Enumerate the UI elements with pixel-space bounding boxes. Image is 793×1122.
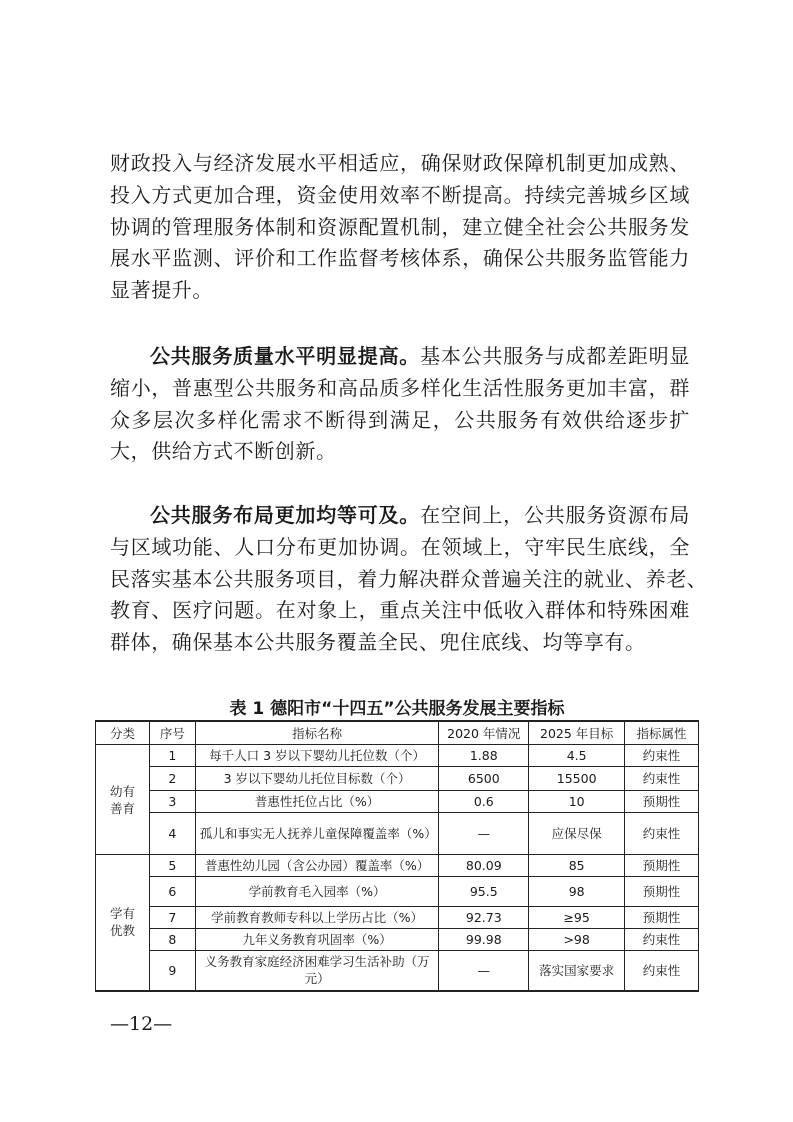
category-cell <box>96 855 150 991</box>
header-attribute: 指标属性 <box>625 721 699 745</box>
value-2020: 92.73 <box>439 907 529 929</box>
value-2020: — <box>439 951 529 991</box>
indicator-attribute: 约束性 <box>625 929 699 951</box>
indicator-name: 普惠性托位占比（%） <box>195 791 439 813</box>
category-line: 幼有 <box>109 783 135 799</box>
category-line: 善育 <box>109 800 135 816</box>
header-indicator-name: 指标名称 <box>195 721 439 745</box>
value-2020: 80.09 <box>439 855 529 877</box>
value-2020: — <box>439 813 529 855</box>
indicator-attribute: 预期性 <box>625 855 699 877</box>
paragraph-3 <box>110 500 708 659</box>
indicator-name: 学前教育毛入园率（%） <box>195 877 439 907</box>
category-line: 优教 <box>109 923 135 939</box>
category-cell <box>96 745 150 855</box>
value-2025: 10 <box>529 791 625 813</box>
indicator-attribute: 约束性 <box>625 951 699 991</box>
value-2025: >98 <box>529 929 625 951</box>
indicator-name: 九年义务教育巩固率（%） <box>195 929 439 951</box>
indicator-attribute: 预期性 <box>625 877 699 907</box>
table-row <box>96 745 699 767</box>
paragraph-2 <box>110 341 690 468</box>
text-line: 教育、医疗问题。在对象上，重点关注中低收入群体和特殊困难 <box>110 598 690 623</box>
indicator-name: 3 岁以下婴幼儿托位目标数（个） <box>195 767 439 791</box>
paragraph-lead-rest: 在空间上，公共服务资源布局 <box>420 503 690 527</box>
row-number: 3 <box>149 791 195 813</box>
indicator-name: 普惠性幼儿园（含公办园）覆盖率（%） <box>195 855 439 877</box>
value-2025: 4.5 <box>529 745 625 767</box>
indicator-attribute: 约束性 <box>625 745 699 767</box>
text-line: 财政投入与经济发展水平相适应，确保财政保障机制更加成熟、 <box>110 151 690 175</box>
table-row <box>96 855 699 877</box>
text-line <box>110 500 690 532</box>
row-number: 5 <box>149 855 195 877</box>
indicator-name: 孤儿和事实无人抚养儿童保障覆盖率（%） <box>195 813 439 855</box>
text-line: 大，供给方式不断创新。 <box>110 439 337 464</box>
table-row <box>96 907 699 929</box>
value-2025: 应保尽保 <box>529 813 625 855</box>
indicator-attribute: 预期性 <box>625 907 699 929</box>
table-header-row <box>96 721 699 745</box>
value-2020: 99.98 <box>439 929 529 951</box>
row-number: 2 <box>149 767 195 791</box>
header-number: 序号 <box>149 721 195 745</box>
header-2025-target: 2025 年目标 <box>529 721 625 745</box>
value-2025: ≥95 <box>529 907 625 929</box>
text-line: 群体，确保基本公共服务覆盖全民、兜住底线、均等享有。 <box>110 630 646 655</box>
text-line: 协调的管理服务体制和资源配置机制，建立健全社会公共服务发 <box>110 214 690 239</box>
header-category: 分类 <box>96 721 150 745</box>
row-number: 6 <box>149 877 195 907</box>
header-2020-status: 2020 年情况 <box>439 721 529 745</box>
table-row <box>96 813 699 855</box>
indicator-table <box>95 720 699 992</box>
text-line: 与区域功能、人口分布更加协调。在领域上，守牢民生底线，全 <box>110 534 690 559</box>
row-number: 8 <box>149 929 195 951</box>
row-number: 4 <box>149 813 195 855</box>
text-line: 民落实基本公共服务项目，着力解决群众普遍关注的就业、养老、 <box>110 566 708 591</box>
value-2020: 0.6 <box>439 791 529 813</box>
text-line <box>110 341 690 373</box>
category-line: 学有 <box>109 906 135 922</box>
row-number: 7 <box>149 907 195 929</box>
indicator-name: 学前教育教师专科以上学历占比（%） <box>195 907 439 929</box>
table-row <box>96 929 699 951</box>
table-row <box>96 951 699 991</box>
value-2020: 1.88 <box>439 745 529 767</box>
value-2025: 98 <box>529 877 625 907</box>
value-2020: 6500 <box>439 767 529 791</box>
value-2025: 15500 <box>529 767 625 791</box>
text-line: 展水平监测、评价和工作监督考核体系，确保公共服务监管能力 <box>110 246 690 271</box>
page-number: —12— <box>110 1013 173 1035</box>
paragraph-1 <box>110 148 690 307</box>
table-row <box>96 791 699 813</box>
text-line: 投入方式更加合理，资金使用效率不断提高。持续完善城乡区域 <box>110 182 690 207</box>
value-2025: 85 <box>529 855 625 877</box>
indicator-name: 每千人口 3 岁以下婴幼儿托位数（个） <box>195 745 439 767</box>
value-2020: 95.5 <box>439 877 529 907</box>
indicator-name: 义务教育家庭经济困难学习生活补助（万元） <box>195 951 439 991</box>
table-row <box>96 767 699 791</box>
text-line: 缩小，普惠型公共服务和高品质多样化生活性服务更加丰富，群 <box>110 375 690 400</box>
text-line: 众多层次多样化需求不断得到满足，公共服务有效供给逐步扩 <box>110 407 690 432</box>
indicator-attribute: 约束性 <box>625 813 699 855</box>
text-line: 显著提升。 <box>110 278 213 303</box>
paragraph-lead-rest: 基本公共服务与成都差距明显 <box>420 344 690 368</box>
value-2025: 落实国家要求 <box>529 951 625 991</box>
indicator-attribute: 预期性 <box>625 791 699 813</box>
table-caption: 表 1 德阳市“十四五”公共服务发展主要指标 <box>229 699 565 719</box>
row-number: 9 <box>149 951 195 991</box>
row-number: 1 <box>149 745 195 767</box>
table-row <box>96 877 699 907</box>
indicator-attribute: 约束性 <box>625 767 699 791</box>
paragraph-lead: 公共服务质量水平明显提高。 <box>150 344 421 368</box>
paragraph-lead: 公共服务布局更加均等可及。 <box>150 503 421 527</box>
